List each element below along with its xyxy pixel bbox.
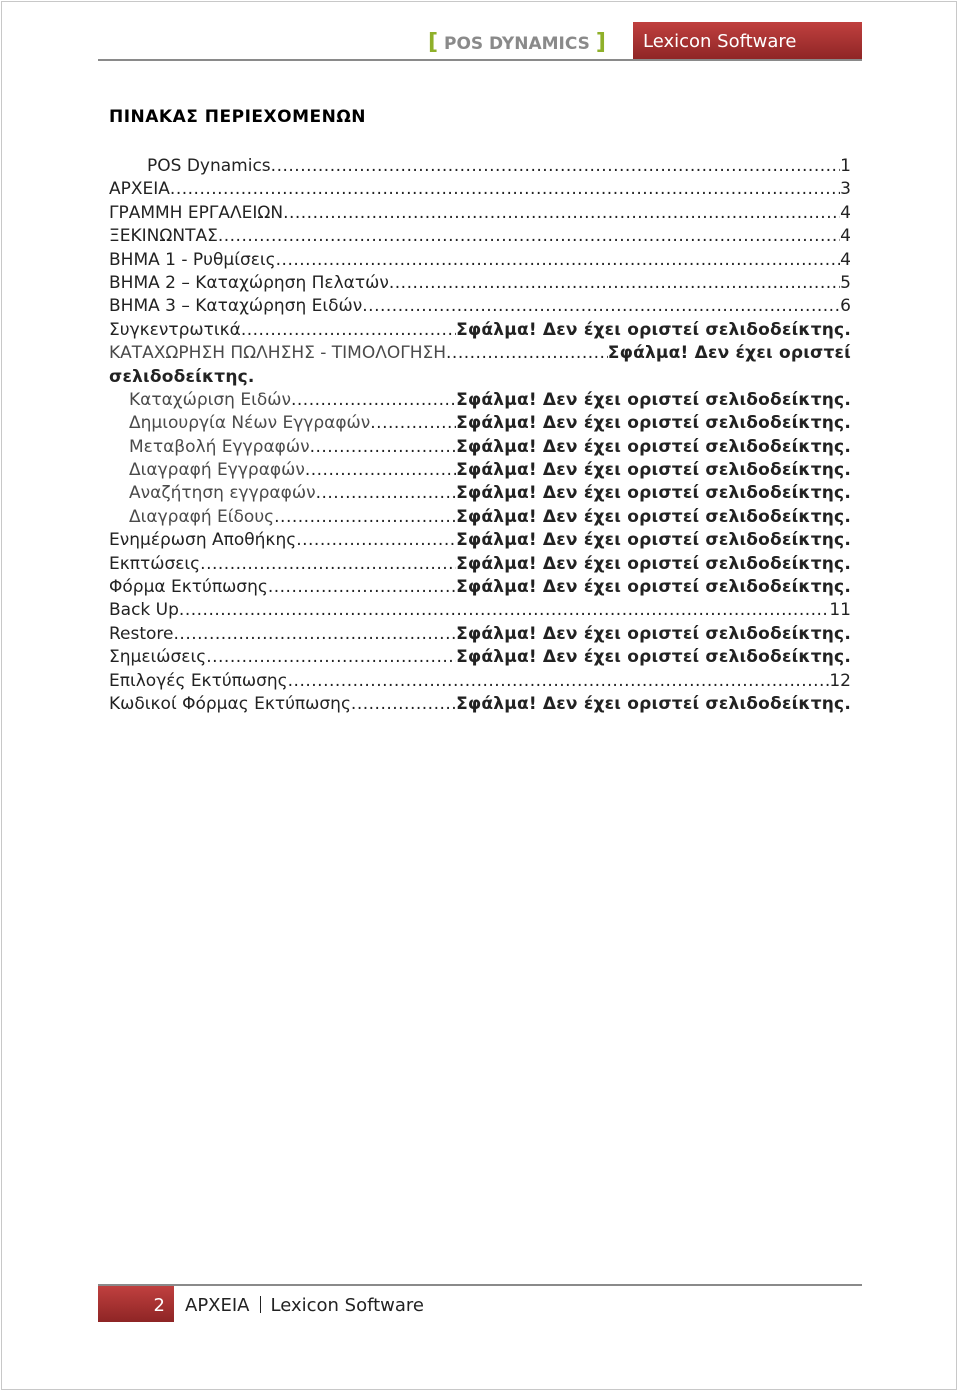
toc-entry[interactable] bbox=[109, 576, 851, 599]
toc-entry[interactable] bbox=[109, 225, 851, 248]
toc-entry-error: Σφάλμα! Δεν έχει οριστεί σελιδοδείκτης. bbox=[456, 483, 851, 504]
toc-entry-label: ΚΑΤΑΧΩΡΗΣΗ ΠΩΛΗΣΗΣ - ΤΙΜΟΛΟΓΗΣΗ bbox=[109, 343, 447, 364]
footer-page-number: 2 bbox=[153, 1295, 165, 1316]
toc-entry-error: Σφάλμα! Δεν έχει οριστεί σελιδοδείκτης. bbox=[456, 647, 851, 668]
toc-leader-dots bbox=[271, 155, 841, 178]
toc-entry-label: ΑΡΧΕΙΑ bbox=[109, 179, 170, 200]
toc-entry-error: Σφάλμα! Δεν έχει οριστεί σελιδοδείκτης. bbox=[456, 436, 851, 457]
toc-entry-error: Σφάλμα! Δεν έχει οριστεί σελιδοδείκτης. bbox=[456, 413, 851, 434]
toc-entry-label: Ενημέρωση Αποθήκης bbox=[109, 530, 297, 551]
toc-entry-error: Σφάλμα! Δεν έχει οριστεί σελιδοδείκτης. bbox=[456, 623, 851, 644]
toc-entry[interactable] bbox=[109, 412, 851, 435]
toc-entry-label: Φόρμα Εκτύπωσης bbox=[109, 577, 268, 598]
toc-entry-page: 5 bbox=[840, 272, 851, 293]
toc-entry[interactable] bbox=[109, 693, 851, 716]
footer-company: Lexicon Software bbox=[270, 1295, 425, 1316]
toc-leader-dots bbox=[305, 459, 456, 482]
toc-entry-label: Σημειώσεις bbox=[109, 647, 207, 668]
toc-entry-continuation bbox=[109, 366, 851, 389]
toc-entry[interactable] bbox=[109, 599, 851, 622]
header-bracket-close: ] bbox=[595, 30, 606, 55]
toc-entry-label: Back Up bbox=[109, 600, 179, 621]
toc-entry-label: Μεταβολή Εγγραφών bbox=[129, 436, 310, 457]
toc-entry-label: Διαγραφή Είδους bbox=[129, 506, 275, 527]
toc-leader-dots bbox=[351, 693, 456, 716]
toc-entry-error: Σφάλμα! Δεν έχει οριστεί σελιδοδείκτης. bbox=[456, 389, 851, 410]
toc-leader-dots bbox=[362, 295, 840, 318]
toc-entry-label: Restore bbox=[109, 623, 174, 644]
toc-entry[interactable] bbox=[109, 202, 851, 225]
toc-entry[interactable] bbox=[109, 623, 851, 646]
toc-entry-label: ΓΡΑΜΜΗ ΕΡΓΑΛΕΙΩΝ bbox=[109, 202, 284, 223]
toc-leader-dots bbox=[268, 576, 456, 599]
toc-entry-label: ΒΗΜΑ 1 - Ρυθμίσεις bbox=[109, 249, 276, 270]
footer-section: ΑΡΧΕΙΑ bbox=[185, 1295, 250, 1316]
toc-heading: ΠΙΝΑΚΑΣ ΠΕΡΙΕΧΟΜΕΝΩΝ bbox=[109, 107, 367, 127]
header-title-text: POS DYNAMICS bbox=[443, 34, 590, 54]
toc-entry-page: 11 bbox=[829, 600, 851, 621]
toc-entry-page: 4 bbox=[840, 249, 851, 270]
toc-entry[interactable] bbox=[109, 506, 851, 529]
toc-entry[interactable] bbox=[109, 342, 851, 365]
toc-leader-dots bbox=[276, 249, 841, 272]
toc-entry-label: Αναζήτηση εγγραφών bbox=[129, 483, 316, 504]
toc-entry-label: ΒΗΜΑ 3 – Καταχώρηση Ειδών bbox=[109, 296, 363, 317]
toc-entry-page: 4 bbox=[840, 202, 851, 223]
toc-entry-page: 1 bbox=[840, 156, 851, 176]
header-rule bbox=[98, 59, 862, 61]
toc-entry[interactable] bbox=[109, 389, 851, 412]
toc-leader-dots bbox=[288, 670, 830, 693]
toc-leader-dots bbox=[316, 482, 457, 505]
toc-leader-dots bbox=[218, 225, 840, 248]
toc-entry-label: Διαγραφή Εγγραφών bbox=[129, 460, 305, 481]
toc-leader-dots bbox=[296, 529, 456, 552]
toc-entry-error: Σφάλμα! Δεν έχει οριστεί σελιδοδείκτης. bbox=[456, 506, 851, 527]
toc-entry-label: ΞΕΚΙΝΩΝΤΑΣ bbox=[109, 226, 218, 247]
toc-leader-dots bbox=[179, 599, 829, 622]
toc-entry[interactable] bbox=[109, 670, 851, 693]
toc-entry-label: Κωδικοί Φόρμας Εκτύπωσης bbox=[109, 693, 351, 714]
toc-leader-dots bbox=[283, 202, 840, 225]
toc-entry-error: Σφάλμα! Δεν έχει οριστεί σελιδοδείκτης. bbox=[456, 577, 851, 598]
toc-entry-label: Δημιουργία Νέων Εγγραφών bbox=[129, 413, 371, 434]
toc-entry[interactable] bbox=[109, 459, 851, 482]
toc-entry[interactable] bbox=[109, 155, 851, 178]
toc-entry[interactable] bbox=[109, 319, 851, 342]
toc-leader-dots bbox=[241, 319, 456, 342]
toc-entry-label: ΒΗΜΑ 2 – Καταχώρηση Πελατών bbox=[109, 272, 389, 293]
toc-entry-error-continued: σελιδοδείκτης. bbox=[109, 366, 255, 387]
toc-entry-page: 4 bbox=[840, 226, 851, 247]
toc-leader-dots bbox=[291, 389, 456, 412]
toc-entry[interactable] bbox=[109, 249, 851, 272]
toc-leader-dots bbox=[206, 646, 456, 669]
toc-entry-error: Σφάλμα! Δεν έχει οριστεί σελιδοδείκτης. bbox=[456, 530, 851, 551]
toc-leader-dots bbox=[174, 623, 457, 646]
toc-entry-page: 6 bbox=[840, 296, 851, 317]
toc-entry[interactable] bbox=[109, 482, 851, 505]
toc-entry[interactable] bbox=[109, 436, 851, 459]
toc-entry-label: Επιλογές Εκτύπωσης bbox=[109, 670, 288, 691]
toc-leader-dots bbox=[170, 178, 840, 201]
toc-entry-label: Καταχώριση Ειδών bbox=[129, 389, 291, 410]
footer-separator bbox=[260, 1296, 261, 1313]
toc-leader-dots bbox=[370, 412, 456, 435]
footer-text bbox=[185, 1286, 424, 1324]
toc-leader-dots bbox=[200, 553, 456, 576]
toc-leader-dots bbox=[389, 272, 840, 295]
toc-entry-label: Εκπτώσεις bbox=[109, 553, 201, 574]
toc-entry-label: Συγκεντρωτικά bbox=[109, 319, 241, 340]
toc-leader-dots bbox=[274, 506, 456, 529]
toc-entry[interactable] bbox=[109, 529, 851, 552]
header-company-box: Lexicon Software bbox=[633, 22, 862, 60]
table-of-contents bbox=[109, 155, 851, 716]
toc-leader-dots bbox=[446, 342, 608, 365]
toc-entry-page: 12 bbox=[829, 670, 851, 691]
header-bracket-open: [ bbox=[428, 30, 439, 55]
toc-entry-error: Σφάλμα! Δεν έχει οριστεί σελιδοδείκτης. bbox=[456, 553, 851, 574]
toc-entry[interactable] bbox=[109, 295, 851, 318]
toc-entry[interactable] bbox=[109, 646, 851, 669]
toc-entry-page: 3 bbox=[840, 179, 851, 200]
header-doc-title bbox=[428, 28, 606, 58]
toc-entry-error: Σφάλμα! Δεν έχει οριστεί σελιδοδείκτης. bbox=[456, 319, 851, 340]
toc-entry-error: Σφάλμα! Δεν έχει οριστεί σελιδοδείκτης. bbox=[456, 693, 851, 714]
toc-entry-error: Σφάλμα! Δεν έχει οριστεί bbox=[607, 343, 851, 364]
toc-entry[interactable] bbox=[109, 553, 851, 576]
toc-leader-dots bbox=[310, 436, 457, 459]
toc-entry[interactable] bbox=[109, 272, 851, 295]
toc-entry[interactable] bbox=[109, 178, 851, 201]
toc-entry-label: POS Dynamics bbox=[147, 156, 271, 176]
toc-entry-error: Σφάλμα! Δεν έχει οριστεί σελιδοδείκτης. bbox=[456, 460, 851, 481]
